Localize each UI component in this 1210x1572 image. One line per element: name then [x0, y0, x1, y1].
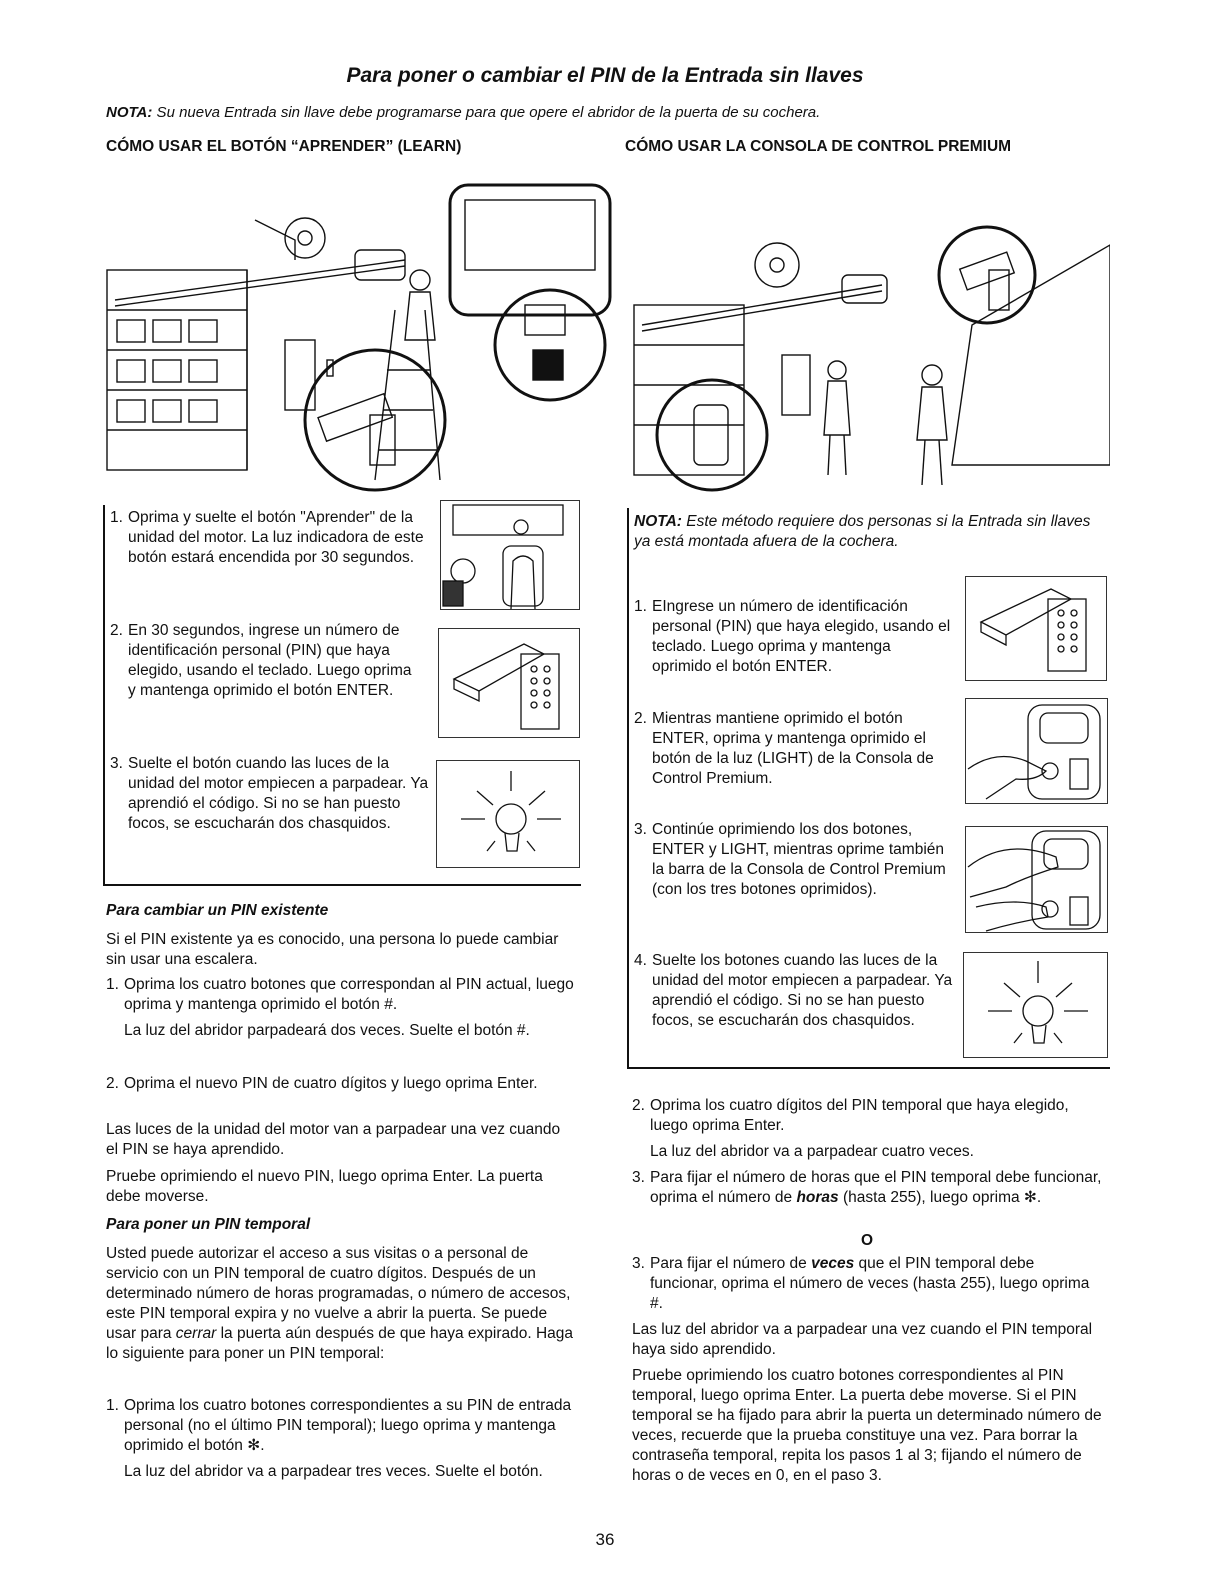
right-step-3-number: 3.: [634, 821, 647, 838]
console-light-press-image: [965, 698, 1108, 804]
temp-pin-intro: [106, 1244, 576, 1364]
temp-pin-step-1-note: La luz del abridor va a parpadear tres veces. Suelte el botón.: [124, 1463, 543, 1480]
console-three-buttons-image: [965, 826, 1108, 933]
temp-pin-step-3a-em: horas: [796, 1189, 839, 1206]
change-pin-step-2-text: Oprima el nuevo PIN de cuatro dígitos y luego oprima Enter.: [124, 1075, 538, 1092]
right-note: [634, 512, 1104, 552]
temp-pin-step-3a-number: 3.: [632, 1169, 645, 1186]
change-pin-after-2: Pruebe oprimiendo el nuevo PIN, luego oprima Enter. La puerta debe moverse.: [106, 1168, 543, 1205]
change-pin-step-2: [106, 1074, 576, 1094]
temp-pin-heading: Para poner un PIN temporal: [106, 1216, 311, 1233]
temp-pin-step-2-number: 2.: [632, 1097, 645, 1114]
temp-pin-after-1: Las luz del abridor va a parpadear una vez cuando el PIN temporal haya sido aprendido.: [632, 1321, 1093, 1358]
temp-pin-after-2: Pruebe oprimiendo los cuatro botones correspondientes al PIN temporal, luego oprima Enter. La puerta debe moverse. Si el PIN temporal se ha fijado para abrir la puerta un determinado número de veces, recuerde que la prueba constituye una vez. Para borrar la contraseña temporal, repita los pasos 1 al 3; fijando el número de horas o de veces en 0, en el paso 3.: [632, 1367, 1102, 1484]
left-step-2: [110, 621, 420, 701]
temp-pin-step-1-text: Oprima los cuatro botones correspondientes a su PIN de entrada personal (no el último PIN temporal); luego oprima y mantenga oprimido el botón ✻.: [124, 1397, 572, 1454]
bulb-image-left: [436, 760, 580, 868]
page-number: 36: [595, 1530, 615, 1549]
temp-pin-step-1-number: 1.: [106, 1397, 119, 1414]
left-steps-rule: [103, 505, 105, 885]
right-steps-bottom-rule: [627, 1067, 1110, 1069]
right-note-label: NOTA:: [634, 513, 682, 530]
right-section-heading: CÓMO USAR LA CONSOLA DE CONTROL PREMIUM: [625, 138, 1012, 155]
learn-button-press-image: [440, 500, 580, 610]
change-pin-step-1-note: La luz del abridor parpadeará dos veces. Suelte el botón #.: [124, 1022, 530, 1039]
left-step-3-number: 3.: [110, 755, 123, 772]
page-title: Para poner o cambiar el PIN de la Entrada sin llaves: [346, 64, 864, 87]
premium-console-illustration: [632, 225, 1110, 500]
change-pin-step-2-number: 2.: [106, 1075, 119, 1092]
change-pin-step-1-text: Oprima los cuatro botones que correspondan al PIN actual, luego oprima y mantenga oprimido el botón #.: [124, 976, 574, 1013]
right-step-2-text: Mientras mantiene oprimido el botón ENTER, oprima y mantenga oprimido el botón de la luz (LIGHT) de la Consola de Control Premium.: [652, 710, 934, 787]
right-note-text: Este método requiere dos personas si la Entrada sin llaves ya está montada afuera de la cochera.: [634, 513, 1091, 550]
right-step-4-text: Suelte los botones cuando las luces de la unidad del motor empiecen a parpadear. Ya aprendió el código. Si no se han puesto focos, se escucharán dos chasquidos.: [652, 952, 953, 1029]
right-step-3: [634, 820, 954, 900]
temp-pin-step-2-note: La luz del abridor va a parpadear cuatro veces.: [650, 1143, 974, 1160]
keypad-image-right: [965, 576, 1107, 681]
right-steps-rule: [627, 508, 629, 1068]
left-step-3-text: Suelte el botón cuando las luces de la unidad del motor empiecen a parpadear. Ya aprendió el código. Si no se han puesto focos, se escucharán dos chasquidos.: [128, 755, 429, 832]
temp-pin-step-3b-number: 3.: [632, 1255, 645, 1272]
right-step-2: [634, 709, 954, 789]
left-step-2-text: En 30 segundos, ingrese un número de identificación personal (PIN) que haya elegido, usando el teclado. Luego oprima y mantenga oprimido el botón ENTER.: [128, 622, 412, 699]
bulb-image-right: [963, 952, 1108, 1058]
temp-pin-step-3a: [632, 1168, 1102, 1208]
temp-pin-step-2: [632, 1096, 1102, 1162]
left-step-1: [110, 508, 430, 568]
change-pin-step-1: [106, 975, 576, 1041]
or-separator: O: [861, 1232, 874, 1249]
temp-pin-intro-a: Usted puede autorizar el acceso a sus visitas o a personal de servicio con un PIN temporal de cuatro dígitos. Después de un determinado número de horas programadas, o número de accesos, este PIN temporal expira y no vuelve a abrir la puerta. Se puede usar para: [106, 1245, 571, 1342]
right-step-4: [634, 951, 954, 1031]
change-pin-step-1-number: 1.: [106, 976, 119, 993]
temp-pin-intro-em: cerrar: [175, 1325, 217, 1342]
keypad-image-left: [438, 628, 580, 738]
right-step-1: [634, 597, 954, 677]
temp-pin-step-2-text: Oprima los cuatro dígitos del PIN temporal que haya elegido, luego oprima Enter.: [650, 1097, 1069, 1134]
temp-pin-step-3b-em: veces: [811, 1255, 855, 1272]
right-step-1-number: 1.: [634, 598, 647, 615]
top-note-label: NOTA:: [106, 104, 153, 121]
temp-pin-step-3a-pre: Para fijar el número de horas que el PIN temporal debe funcionar, oprima el número de: [650, 1169, 1102, 1206]
left-section-heading: CÓMO USAR EL BOTÓN “APRENDER” (LEARN): [106, 138, 462, 155]
temp-pin-step-3b: [632, 1254, 1102, 1314]
left-step-3: [110, 754, 430, 834]
top-note-text: Su nueva Entrada sin llave debe programarse para que opere el abridor de la puerta de su cochera.: [152, 104, 821, 121]
right-step-2-number: 2.: [634, 710, 647, 727]
left-step-1-text: Oprima y suelte el botón "Aprender" de la unidad del motor. La luz indicadora de este botón estará encendida por 30 segundos.: [128, 509, 424, 566]
left-step-1-number: 1.: [110, 509, 123, 526]
temp-pin-intro-b: la puerta aún después de que haya expirado. Haga lo siguiente para poner un PIN temporal:: [106, 1325, 574, 1362]
left-step-2-number: 2.: [110, 622, 123, 639]
temp-pin-step-3b-post: que el PIN temporal debe funcionar, oprima el número de veces (hasta 255), luego oprima #.: [650, 1255, 1090, 1312]
change-pin-intro: Si el PIN existente ya es conocido, una persona lo puede cambiar sin usar una escalera.: [106, 931, 559, 968]
temp-pin-step-3a-post: (hasta 255), luego oprima ✻.: [838, 1189, 1042, 1206]
right-step-3-text: Continúe oprimiendo los dos botones, ENTER y LIGHT, mientras oprime también la barra de la Consola de Control Premium (con los tres botones oprimidos).: [652, 821, 946, 898]
top-note: [106, 104, 820, 121]
left-steps-bottom-rule: [103, 884, 581, 886]
temp-pin-step-1: [106, 1396, 576, 1482]
change-pin-heading: Para cambiar un PIN existente: [106, 902, 329, 919]
right-step-1-text: EIngrese un número de identificación personal (PIN) que haya elegido, usando el teclado. Luego oprima y mantenga oprimido el botón ENTER.: [652, 598, 951, 675]
change-pin-after-1: Las luces de la unidad del motor van a parpadear una vez cuando el PIN se haya aprendido.: [106, 1121, 561, 1158]
temp-pin-step-3b-pre: Para fijar el número de: [650, 1255, 812, 1272]
learn-button-illustration: [105, 180, 615, 500]
right-step-4-number: 4.: [634, 952, 647, 969]
